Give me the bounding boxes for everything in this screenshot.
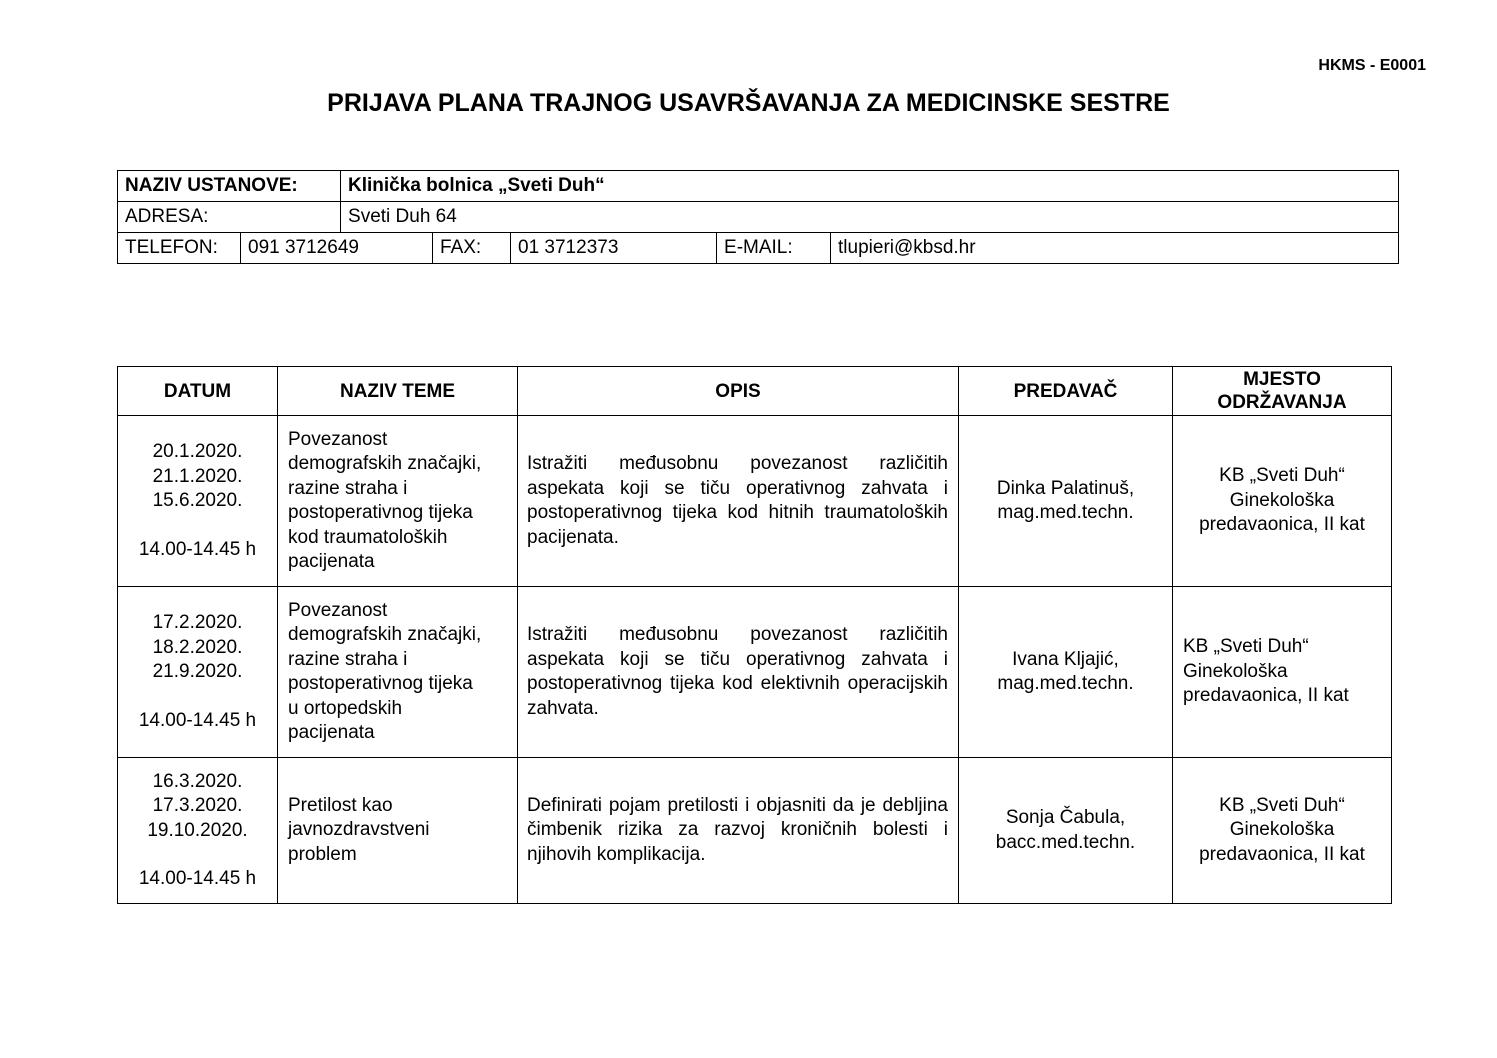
description-cell: [518, 758, 959, 904]
lecturer-name: Sonja Čabula,: [1005, 807, 1126, 828]
date-line: 17.2.2020.: [152, 612, 243, 633]
topic-line: pacijenata: [288, 722, 375, 743]
lecturer-cell: [959, 758, 1173, 904]
place-line: KB „Sveti Duh“: [1219, 794, 1345, 816]
time-line: 14.00-14.45 h: [138, 868, 257, 889]
fax-label: FAX:: [433, 233, 511, 264]
topic-line: u ortopedskih: [288, 697, 403, 719]
lecturer-title: mag.med.techn.: [997, 673, 1134, 694]
place-line: Ginekološka: [1229, 489, 1335, 511]
time-line: 14.00-14.45 h: [138, 709, 257, 731]
schedule-table: [117, 366, 1392, 904]
place-cell: [1173, 758, 1392, 904]
schedule-header-row: [118, 367, 1392, 416]
address-label: ADRESA:: [118, 202, 341, 233]
header-description: OPIS: [518, 367, 959, 416]
lecturer-cell: [959, 416, 1173, 587]
email-value: tlupieri@kbsd.hr: [831, 233, 1399, 264]
description-text: Definirati pojam pretilosti i objasniti da je debljina čimbenik rizika za razvoj kroničnih bolesti i njihovih komplikacija.: [527, 794, 948, 865]
topic-line: postoperativnog tijeka: [288, 502, 473, 523]
phone-label: TELEFON:: [118, 233, 241, 264]
header-place: [1173, 367, 1392, 416]
date-line: 20.1.2020.: [152, 441, 243, 462]
topic-cell: [278, 587, 518, 758]
date-line: 21.9.2020.: [152, 661, 243, 682]
topic-line: pacijenata: [288, 551, 375, 572]
date-line: 15.6.2020.: [152, 490, 243, 511]
table-row: [118, 416, 1392, 587]
time-line: 14.00-14.45 h: [138, 538, 257, 560]
place-line: KB „Sveti Duh“: [1219, 465, 1345, 487]
header-date: DATUM: [118, 367, 278, 416]
place-cell: [1173, 587, 1392, 758]
fax-value: 01 3712373: [511, 233, 717, 264]
topic-line: postoperativnog tijeka: [288, 673, 473, 694]
date-cell: [118, 416, 278, 587]
institution-name-row: [118, 171, 1399, 202]
lecturer-title: bacc.med.techn.: [995, 831, 1136, 853]
description-text: Istražiti međusobnu povezanost različitih aspekata koji se tiču operativnog zahvata i postoperativnog tijeka kod hitnih traumatoloških pacijenata.: [527, 453, 948, 548]
description-text: Istražiti međusobnu povezanost različitih aspekata koji se tiču operativnog zahvata i postoperativnog tijeka kod elektivnih operacijskih zahvata.: [527, 624, 948, 719]
institution-table: [117, 170, 1399, 264]
topic-line: javnozdravstveni: [288, 819, 430, 841]
place-line: predavaonica, II kat: [1183, 685, 1349, 707]
topic-line: demografskih značajki,: [288, 453, 482, 474]
place-line: predavaonica, II kat: [1199, 843, 1365, 865]
topic-line: problem: [288, 843, 357, 865]
date-cell: [118, 758, 278, 904]
date-line: 16.3.2020.: [152, 770, 243, 792]
email-label: E-MAIL:: [717, 233, 831, 264]
date-line: 19.10.2020.: [147, 819, 248, 841]
institution-name-value: Klinička bolnica „Sveti Duh“: [341, 171, 1399, 202]
place-line: predavaonica, II kat: [1199, 514, 1365, 536]
description-cell: [518, 416, 959, 587]
lecturer-cell: [959, 587, 1173, 758]
institution-contact-row: [118, 233, 1399, 264]
topic-line: demografskih značajki,: [288, 624, 482, 645]
lecturer-name: Dinka Palatinuš,: [996, 477, 1135, 499]
header-place-line2: ODRŽAVANJA: [1217, 392, 1347, 413]
header-place-line1: MJESTO: [1243, 369, 1321, 390]
address-value: Sveti Duh 64: [341, 202, 1399, 233]
document-code: HKMS - E0001: [1318, 57, 1426, 74]
document-title: PRIJAVA PLANA TRAJNOG USAVRŠAVANJA ZA MEDICINSKE SESTRE: [327, 89, 1170, 117]
institution-address-row: [118, 202, 1399, 233]
date-line: 18.2.2020.: [152, 636, 243, 658]
lecturer-name: Ivana Kljajić,: [1012, 648, 1119, 670]
topic-line: kod traumatoloških: [288, 526, 448, 548]
description-cell: [518, 587, 959, 758]
institution-name-label: NAZIV USTANOVE:: [118, 171, 341, 202]
lecturer-title: mag.med.techn.: [997, 502, 1134, 523]
place-line: KB „Sveti Duh“: [1183, 636, 1309, 658]
table-row: [118, 758, 1392, 904]
topic-cell: [278, 758, 518, 904]
date-line: 21.1.2020.: [152, 465, 243, 487]
header-topic: NAZIV TEME: [278, 367, 518, 416]
date-line: 17.3.2020.: [152, 795, 243, 816]
place-cell: [1173, 416, 1392, 587]
place-line: Ginekološka: [1229, 819, 1335, 841]
topic-line: Pretilost kao: [288, 794, 393, 816]
header-lecturer: PREDAVAČ: [959, 367, 1173, 416]
phone-value: 091 3712649: [241, 233, 433, 264]
table-row: [118, 587, 1392, 758]
place-line: Ginekološka: [1183, 660, 1288, 682]
topic-line: Povezanost: [288, 599, 388, 621]
topic-cell: [278, 416, 518, 587]
date-cell: [118, 587, 278, 758]
topic-line: razine straha i: [288, 477, 408, 499]
topic-line: razine straha i: [288, 648, 408, 670]
topic-line: Povezanost: [288, 428, 388, 450]
